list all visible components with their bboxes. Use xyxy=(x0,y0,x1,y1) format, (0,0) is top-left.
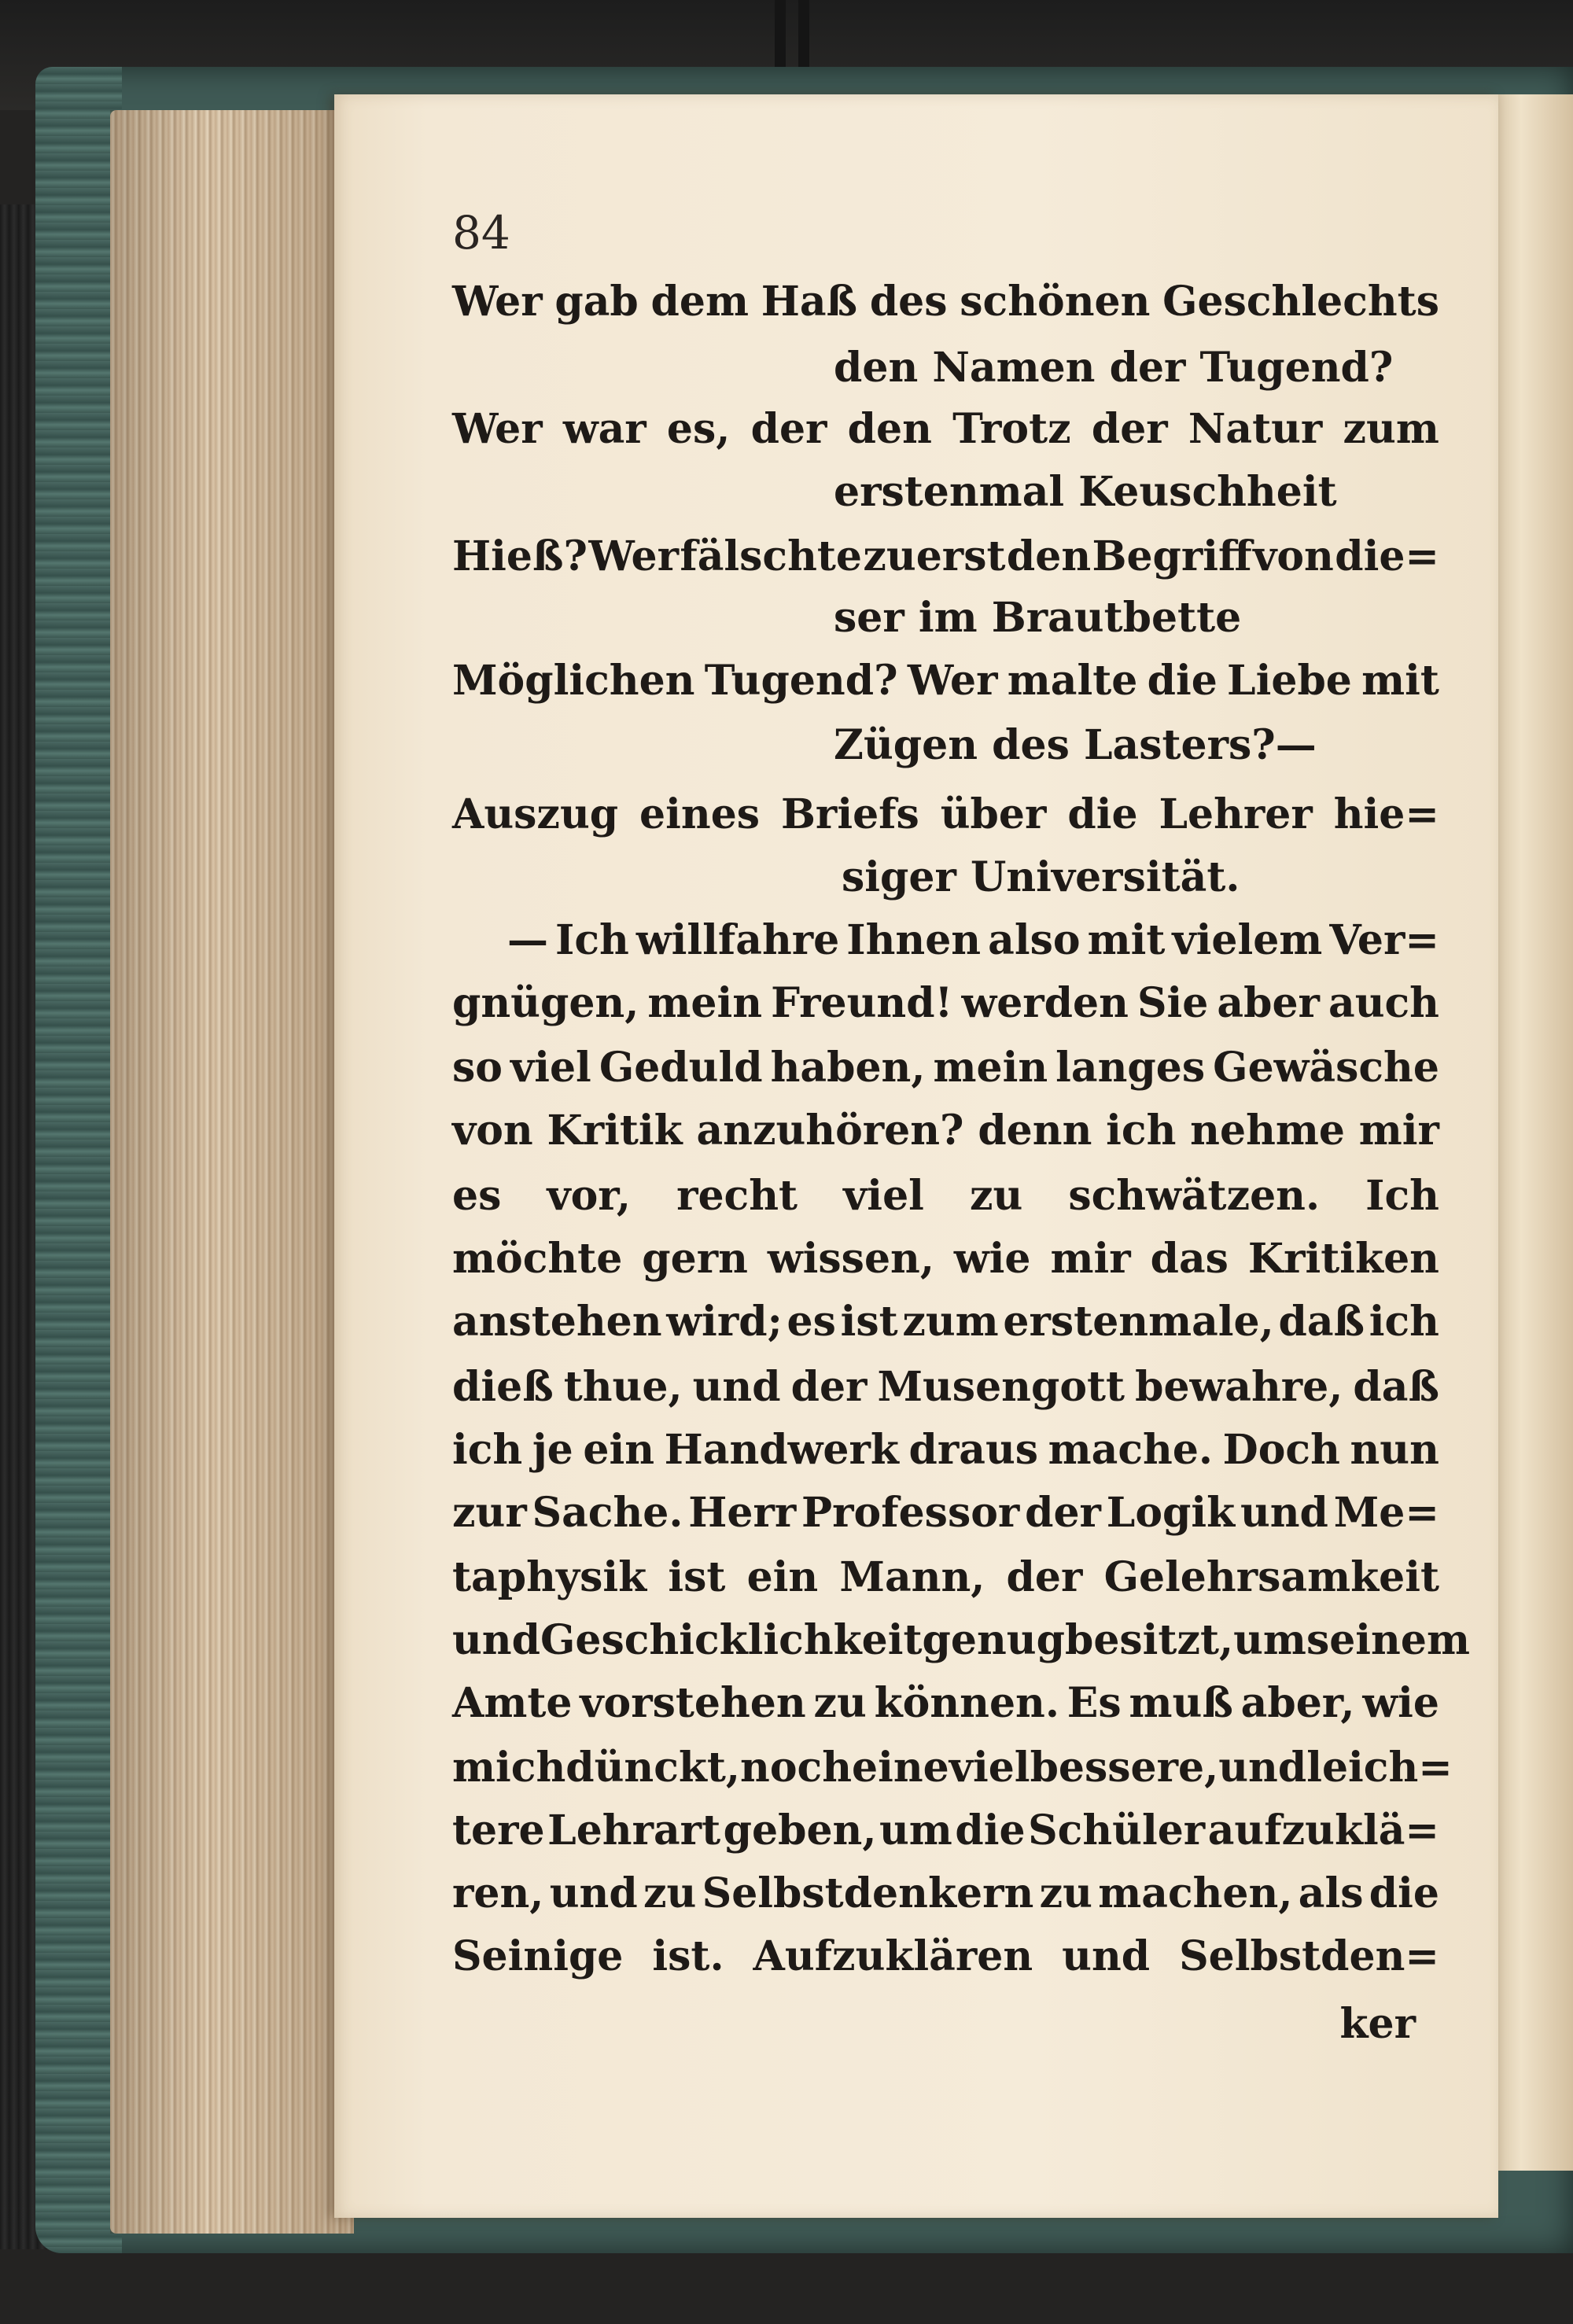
word: noch xyxy=(740,1744,853,1792)
word: der xyxy=(1006,1553,1083,1601)
word: ein xyxy=(583,1426,655,1474)
word: Schüler xyxy=(1028,1807,1206,1854)
word: und xyxy=(692,1363,781,1411)
word: mir xyxy=(1050,1235,1131,1283)
word: Selbstdenkern xyxy=(702,1869,1034,1917)
word: mein xyxy=(933,1044,1048,1092)
word: und xyxy=(549,1869,638,1917)
word: gab xyxy=(554,278,639,326)
word: hie= xyxy=(1333,790,1439,838)
text-line xyxy=(452,1932,1439,1980)
word: vorstehen xyxy=(580,1679,806,1727)
word: um xyxy=(879,1807,952,1854)
word: zuerst xyxy=(863,532,1006,580)
catchword: ker xyxy=(1339,2000,1416,2048)
word: malte xyxy=(1007,657,1138,705)
word: recht xyxy=(676,1172,798,1220)
text-line xyxy=(452,1107,1439,1155)
word: Begriff xyxy=(1092,532,1252,580)
word: nehme xyxy=(1190,1107,1345,1155)
word: zu xyxy=(1039,1869,1092,1917)
word: der xyxy=(750,405,827,453)
word: möchte xyxy=(452,1235,623,1283)
word: Ich xyxy=(555,916,629,964)
word: Briefs xyxy=(780,790,919,838)
word: mich xyxy=(452,1744,566,1792)
word: denn xyxy=(978,1107,1092,1155)
word: taphysik xyxy=(452,1553,647,1601)
word: Wer xyxy=(452,278,543,326)
word: viel xyxy=(949,1744,1030,1792)
word: es xyxy=(786,1298,836,1346)
word: wissen, xyxy=(767,1235,934,1283)
word: Kritiken xyxy=(1247,1235,1439,1283)
word: also xyxy=(988,916,1081,964)
word: Haß xyxy=(761,278,858,326)
word: erstenmale, xyxy=(1003,1298,1274,1346)
page-number: 84 xyxy=(452,206,510,260)
word: schwätzen. xyxy=(1068,1172,1321,1220)
word: und xyxy=(452,1616,540,1664)
word: war xyxy=(562,405,647,453)
word: langes xyxy=(1055,1044,1206,1092)
word: über xyxy=(940,790,1047,838)
word: tere xyxy=(452,1807,545,1854)
word: als xyxy=(1298,1869,1364,1917)
word: Sache. xyxy=(532,1489,683,1537)
word: Gelehrsamkeit xyxy=(1103,1553,1439,1601)
word: von xyxy=(1253,532,1334,580)
text-line: erstenmal Keuschheit xyxy=(834,468,1337,516)
word: Ich xyxy=(1365,1172,1439,1220)
word: der xyxy=(1091,405,1168,453)
word: mit xyxy=(1087,916,1166,964)
word: viel xyxy=(843,1172,924,1220)
word: Natur xyxy=(1188,405,1323,453)
word: ren, xyxy=(452,1869,544,1917)
word: Ihnen xyxy=(846,916,982,964)
text-line xyxy=(452,1172,1439,1220)
word: es, xyxy=(666,405,731,453)
word: Mann, xyxy=(839,1553,985,1601)
word: der xyxy=(1025,1489,1101,1537)
word: schönen xyxy=(960,278,1151,326)
text-line xyxy=(507,916,1439,964)
word: aber, xyxy=(1240,1679,1355,1727)
text-line xyxy=(452,1616,1470,1664)
word: Sie xyxy=(1136,979,1209,1027)
word: muß xyxy=(1129,1679,1233,1727)
word: Geduld xyxy=(599,1044,763,1092)
word: leich= xyxy=(1306,1744,1453,1792)
text-line xyxy=(452,1553,1439,1601)
word: auch xyxy=(1328,979,1439,1027)
word: Wer xyxy=(452,405,543,453)
heading-line: siger Universität. xyxy=(842,853,1240,901)
page-stack-shade xyxy=(110,110,354,2234)
word: aber xyxy=(1217,979,1320,1027)
text-line xyxy=(452,1298,1439,1346)
word: dem xyxy=(650,278,749,326)
word: genug xyxy=(922,1616,1065,1664)
word: Auszug xyxy=(452,790,619,838)
word: Selbstden= xyxy=(1179,1932,1439,1980)
word: wie xyxy=(1362,1679,1439,1727)
word: Me= xyxy=(1333,1489,1439,1537)
word: Trotz xyxy=(952,405,1071,453)
word: mit xyxy=(1361,657,1439,705)
word: Möglichen xyxy=(452,657,695,705)
text-line xyxy=(452,657,1439,705)
text-line: den Namen der Tugend? xyxy=(834,344,1394,392)
word: gnügen, xyxy=(452,979,639,1027)
word: Geschicklichkeit xyxy=(540,1616,923,1664)
word: wird; xyxy=(666,1298,783,1346)
word: daß xyxy=(1278,1298,1365,1346)
word: Freund! xyxy=(771,979,953,1027)
text-line xyxy=(452,1044,1439,1092)
word: eine xyxy=(852,1744,949,1792)
word: den xyxy=(1006,532,1092,580)
word: geben, xyxy=(723,1807,877,1854)
word: vielem xyxy=(1172,916,1323,964)
text-line xyxy=(452,1489,1439,1537)
word: Logik xyxy=(1106,1489,1236,1537)
word: ist xyxy=(668,1553,726,1601)
word: des xyxy=(869,278,948,326)
word: vor, xyxy=(547,1172,632,1220)
text-line xyxy=(452,1235,1439,1283)
word: zum xyxy=(1343,405,1439,453)
word: anzuhören? xyxy=(696,1107,964,1155)
word: und xyxy=(1240,1489,1328,1537)
word: Tugend? xyxy=(704,657,898,705)
word: der xyxy=(790,1363,868,1411)
word: die xyxy=(1147,657,1218,705)
word: zur xyxy=(452,1489,527,1537)
word: Amte xyxy=(452,1679,573,1727)
word: um xyxy=(1233,1616,1306,1664)
word: Liebe xyxy=(1227,657,1352,705)
text-line: ser im Brautbette xyxy=(834,594,1242,642)
word: Handwerk xyxy=(664,1426,899,1474)
heading-line xyxy=(452,790,1439,838)
text-line xyxy=(452,1363,1439,1411)
word: bessere, xyxy=(1030,1744,1219,1792)
word: aufzuklä= xyxy=(1207,1807,1439,1854)
word: wie xyxy=(953,1235,1031,1283)
word: Seinige xyxy=(452,1932,624,1980)
word: mir xyxy=(1358,1107,1439,1155)
word: Geschlechts xyxy=(1162,278,1439,326)
word: es xyxy=(452,1172,502,1220)
word: den xyxy=(847,405,932,453)
text-line xyxy=(452,405,1439,453)
word: anstehen xyxy=(452,1298,662,1346)
text-line xyxy=(452,532,1439,580)
word: fälschte xyxy=(680,532,863,580)
word: Herr xyxy=(688,1489,797,1537)
word: zu xyxy=(969,1172,1023,1220)
word: eines xyxy=(639,790,761,838)
word: die xyxy=(1067,790,1138,838)
word: die= xyxy=(1335,532,1439,580)
word: viel xyxy=(510,1044,591,1092)
word: von xyxy=(452,1107,533,1155)
binding-edge xyxy=(35,67,122,2253)
word: so xyxy=(452,1044,503,1092)
word: besitzt, xyxy=(1064,1616,1234,1664)
word: mache. xyxy=(1048,1426,1214,1474)
text-line xyxy=(452,278,1439,326)
word: werden xyxy=(961,979,1129,1027)
word: daß xyxy=(1353,1363,1439,1411)
word: können. xyxy=(874,1679,1059,1727)
text-line xyxy=(452,1869,1439,1917)
word: je xyxy=(532,1426,573,1474)
word: draus xyxy=(908,1426,1039,1474)
word: zum xyxy=(902,1298,999,1346)
word: Es xyxy=(1066,1679,1122,1727)
word: Lehrart xyxy=(547,1807,721,1854)
word: Professor xyxy=(801,1489,1020,1537)
word: mein xyxy=(647,979,763,1027)
word: Lehrer xyxy=(1159,790,1313,838)
word: gern xyxy=(642,1235,748,1283)
word: zu xyxy=(813,1679,867,1727)
text-line xyxy=(452,979,1439,1027)
text-line xyxy=(452,1426,1439,1474)
word: machen, xyxy=(1098,1869,1293,1917)
word: zu xyxy=(643,1869,697,1917)
text-line: Zügen des Lasters?— xyxy=(834,721,1317,769)
text-line xyxy=(452,1807,1439,1854)
word: Ver= xyxy=(1329,916,1439,964)
text-line xyxy=(452,1744,1453,1792)
word: Aufzuklären xyxy=(753,1932,1033,1980)
text-line xyxy=(452,1679,1439,1727)
word: ich xyxy=(1106,1107,1177,1155)
word: das xyxy=(1150,1235,1229,1283)
word: willfahre xyxy=(635,916,840,964)
word: thue, xyxy=(563,1363,683,1411)
word: ich xyxy=(1369,1298,1439,1346)
word: dünckt, xyxy=(565,1744,741,1792)
word: Hieß? xyxy=(452,532,588,580)
word: die xyxy=(955,1807,1026,1854)
word: Gewäsche xyxy=(1213,1044,1439,1092)
word: Musengott xyxy=(877,1363,1125,1411)
word: bewahre, xyxy=(1135,1363,1343,1411)
word: seinem xyxy=(1306,1616,1470,1664)
word: Wer xyxy=(907,657,998,705)
word: haben, xyxy=(770,1044,926,1092)
word: ist xyxy=(840,1298,898,1346)
word: die xyxy=(1369,1869,1439,1917)
word: und xyxy=(1218,1744,1307,1792)
word: dieß xyxy=(452,1363,554,1411)
word: ich xyxy=(452,1426,523,1474)
word: ein xyxy=(746,1553,819,1601)
word: und xyxy=(1062,1932,1151,1980)
word: nun xyxy=(1350,1426,1439,1474)
word: Doch xyxy=(1222,1426,1340,1474)
word: — xyxy=(507,916,548,964)
word: Kritik xyxy=(547,1107,683,1155)
word: Wer xyxy=(588,532,679,580)
word: ist. xyxy=(652,1932,724,1980)
